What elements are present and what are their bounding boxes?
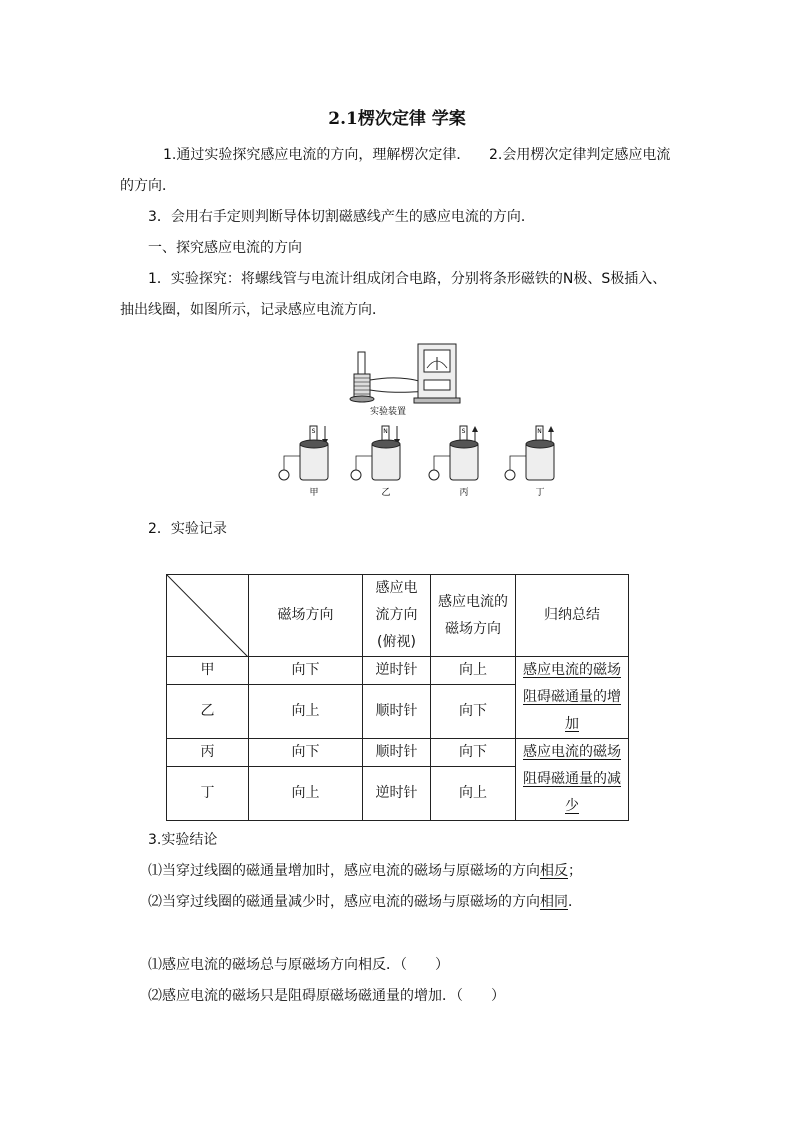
conclusion-1: ⑴当穿过线圈的磁通量增加时，感应电流的磁场与原磁场的方向相反；	[148, 863, 582, 879]
svg-text:S: S	[461, 428, 466, 435]
header-induced-field: 感应电流的 磁场方向	[438, 593, 508, 637]
step2-label: 2．实验记录	[148, 521, 227, 537]
table-row	[167, 657, 629, 685]
header-field-direction: 磁场方向	[277, 607, 334, 623]
objective-3: 3．会用右手定则判断导体切割磁感线产生的感应电流的方向．	[148, 209, 535, 225]
apparatus-label: 实验装置	[369, 407, 407, 417]
conclusion-heading: 3.实验结论	[148, 832, 218, 848]
galvanometer	[414, 344, 460, 403]
summary-decrease: 感应电流的磁场 阻碍磁通量的减 少	[523, 744, 621, 814]
row-current: 顺时针	[363, 685, 431, 739]
row-induced: 向下	[431, 739, 516, 767]
case-label: 乙	[381, 488, 391, 498]
row-induced: 向上	[431, 767, 516, 821]
apparatus-solenoid	[350, 352, 428, 402]
objective-1: 1.通过实验探究感应电流的方向，理解楞次定律．	[163, 147, 471, 163]
record-table	[166, 574, 629, 821]
svg-text:S: S	[311, 428, 316, 435]
case-bing	[429, 426, 478, 498]
row-case: 乙	[167, 685, 249, 739]
svg-text:N: N	[383, 428, 388, 435]
table-header-row	[167, 575, 629, 657]
row-current: 顺时针	[363, 739, 431, 767]
page-title: 2.1楞次定律 学案	[328, 109, 466, 129]
summary-increase: 感应电流的磁场 阻碍磁通量的增 加	[523, 662, 621, 732]
section-heading: 一、探究感应电流的方向	[148, 240, 302, 256]
diagonal-cell	[167, 575, 249, 657]
answer-1: 相反	[540, 863, 568, 879]
svg-text:N: N	[537, 428, 542, 435]
case-yi	[351, 426, 400, 498]
row-field: 向上	[249, 767, 363, 821]
case-label: 甲	[309, 488, 319, 498]
case-label: 丁	[535, 488, 545, 498]
experiment-figure	[270, 340, 570, 505]
row-induced: 向下	[431, 685, 516, 739]
row-case: 丁	[167, 767, 249, 821]
case-ding	[505, 426, 554, 498]
header-summary: 归纳总结	[544, 607, 600, 623]
objective-2: 2.会用楞次定律判定感应电流	[489, 147, 671, 163]
objective-2-cont: 的方向．	[120, 178, 176, 194]
row-field: 向下	[249, 657, 363, 685]
case-jia	[279, 426, 328, 498]
judgement-1: ⑴感应电流的磁场总与原磁场方向相反．（ ）	[148, 957, 449, 973]
row-case: 甲	[167, 657, 249, 685]
judgement-2: ⑵感应电流的磁场只是阻碍原磁场磁通量的增加．（ ）	[148, 988, 505, 1004]
row-current: 逆时针	[363, 657, 431, 685]
step1-text: 1．实验探究：将螺线管与电流计组成闭合电路，分别将条形磁铁的N极、S极插入、	[148, 271, 667, 287]
conclusion-2: ⑵当穿过线圈的磁通量减少时，感应电流的磁场与原磁场的方向相同．	[148, 894, 582, 910]
table-row	[167, 739, 629, 767]
answer-2: 相同	[540, 894, 568, 910]
diagonal-line	[167, 575, 248, 657]
step1-text-cont: 抽出线圈，如图所示，记录感应电流方向．	[120, 302, 386, 318]
row-current: 逆时针	[363, 767, 431, 821]
row-induced: 向上	[431, 657, 516, 685]
row-field: 向下	[249, 739, 363, 767]
case-label: 丙	[459, 488, 469, 498]
row-field: 向上	[249, 685, 363, 739]
row-case: 丙	[167, 739, 249, 767]
header-current-direction: 感应电 流方向 (俯视)	[375, 580, 418, 650]
